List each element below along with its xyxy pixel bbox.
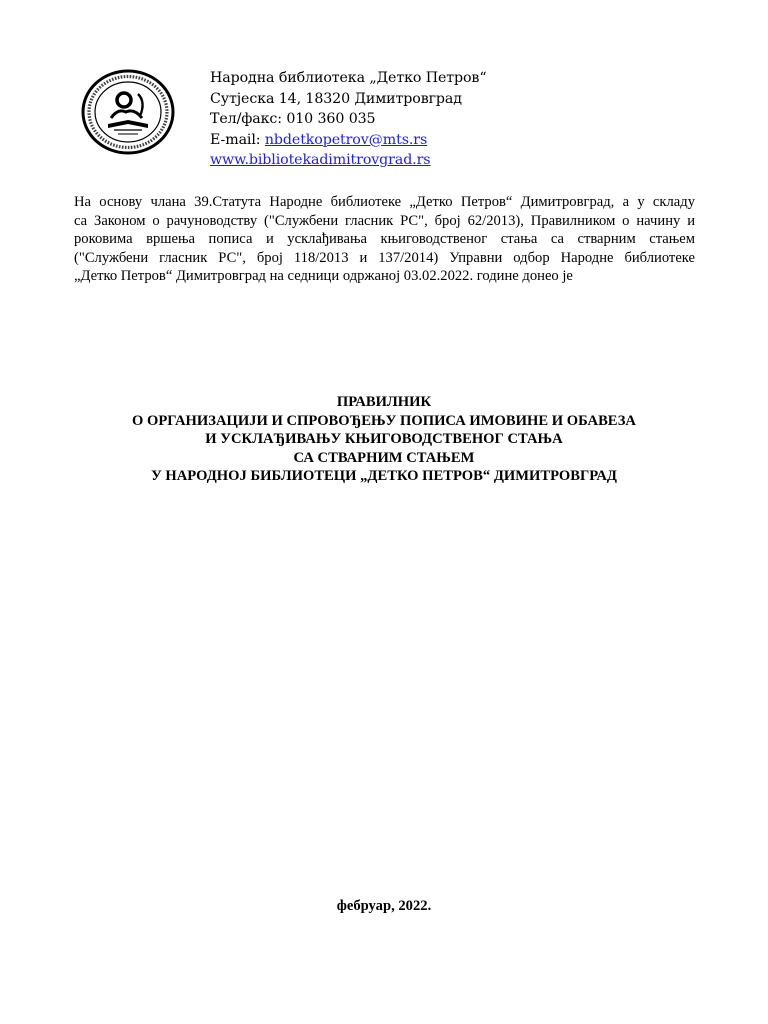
preamble-line: са Законом о рачуноводству ("Службени гласник РС", број 62/2013), Правилником о начину и [74, 212, 695, 229]
title-line: ПРАВИЛНИК [336, 394, 432, 410]
org-name: Народна библиотека „Детко Петров“ [210, 70, 487, 86]
document-title [74, 393, 694, 486]
email-line [210, 130, 486, 151]
preamble-line: На основу члана 39.Статута Народне библиотеке „Детко Петров“ Димитровград, а у складу [74, 194, 695, 210]
address: Сутјеска 14, 18320 Димитровград [210, 90, 462, 107]
preamble-line: роковима вршења пописа и усклађивања књиговодственог стања са стварним стањем [74, 231, 695, 248]
preamble-line: „Детко Петров“ Димитровград на седници одржаној 03.02.2022. године донео је [74, 268, 573, 285]
email-link[interactable]: nbdetkopetrov@mts.rs [264, 131, 428, 148]
email-label: E-mail: [210, 131, 265, 148]
seal-icon [80, 68, 176, 156]
title-line: О ОРГАНИЗАЦИЈИ И СПРОВОЂЕЊУ ПОПИСА ИМОВИНЕ И ОБАВЕЗА [132, 412, 636, 429]
preamble-line: ("Службени гласник РС", број 118/2013 и 137/2014) Управни одбор Народне библиотеке [74, 249, 695, 266]
title-line: СА СТВАРНИМ СТАЊЕМ [293, 449, 475, 466]
letterhead [210, 68, 486, 171]
preamble-paragraph [74, 193, 695, 286]
library-seal-logo [80, 68, 176, 156]
title-line: И УСКЛАЂИВАЊУ КЊИГОВОДСТВЕНОГ СТАЊА [205, 431, 563, 448]
title-line: У НАРОДНОЈ БИБЛИОТЕЦИ „ДЕТКО ПЕТРОВ“ ДИМИТРОВГРАД [151, 468, 617, 485]
document-date: фебруар, 2022. [336, 898, 432, 914]
phone: Тел/факс: 010 360 035 [210, 111, 376, 127]
website-link[interactable]: www.bibliotekadimitrovgrad.rs [210, 152, 431, 168]
